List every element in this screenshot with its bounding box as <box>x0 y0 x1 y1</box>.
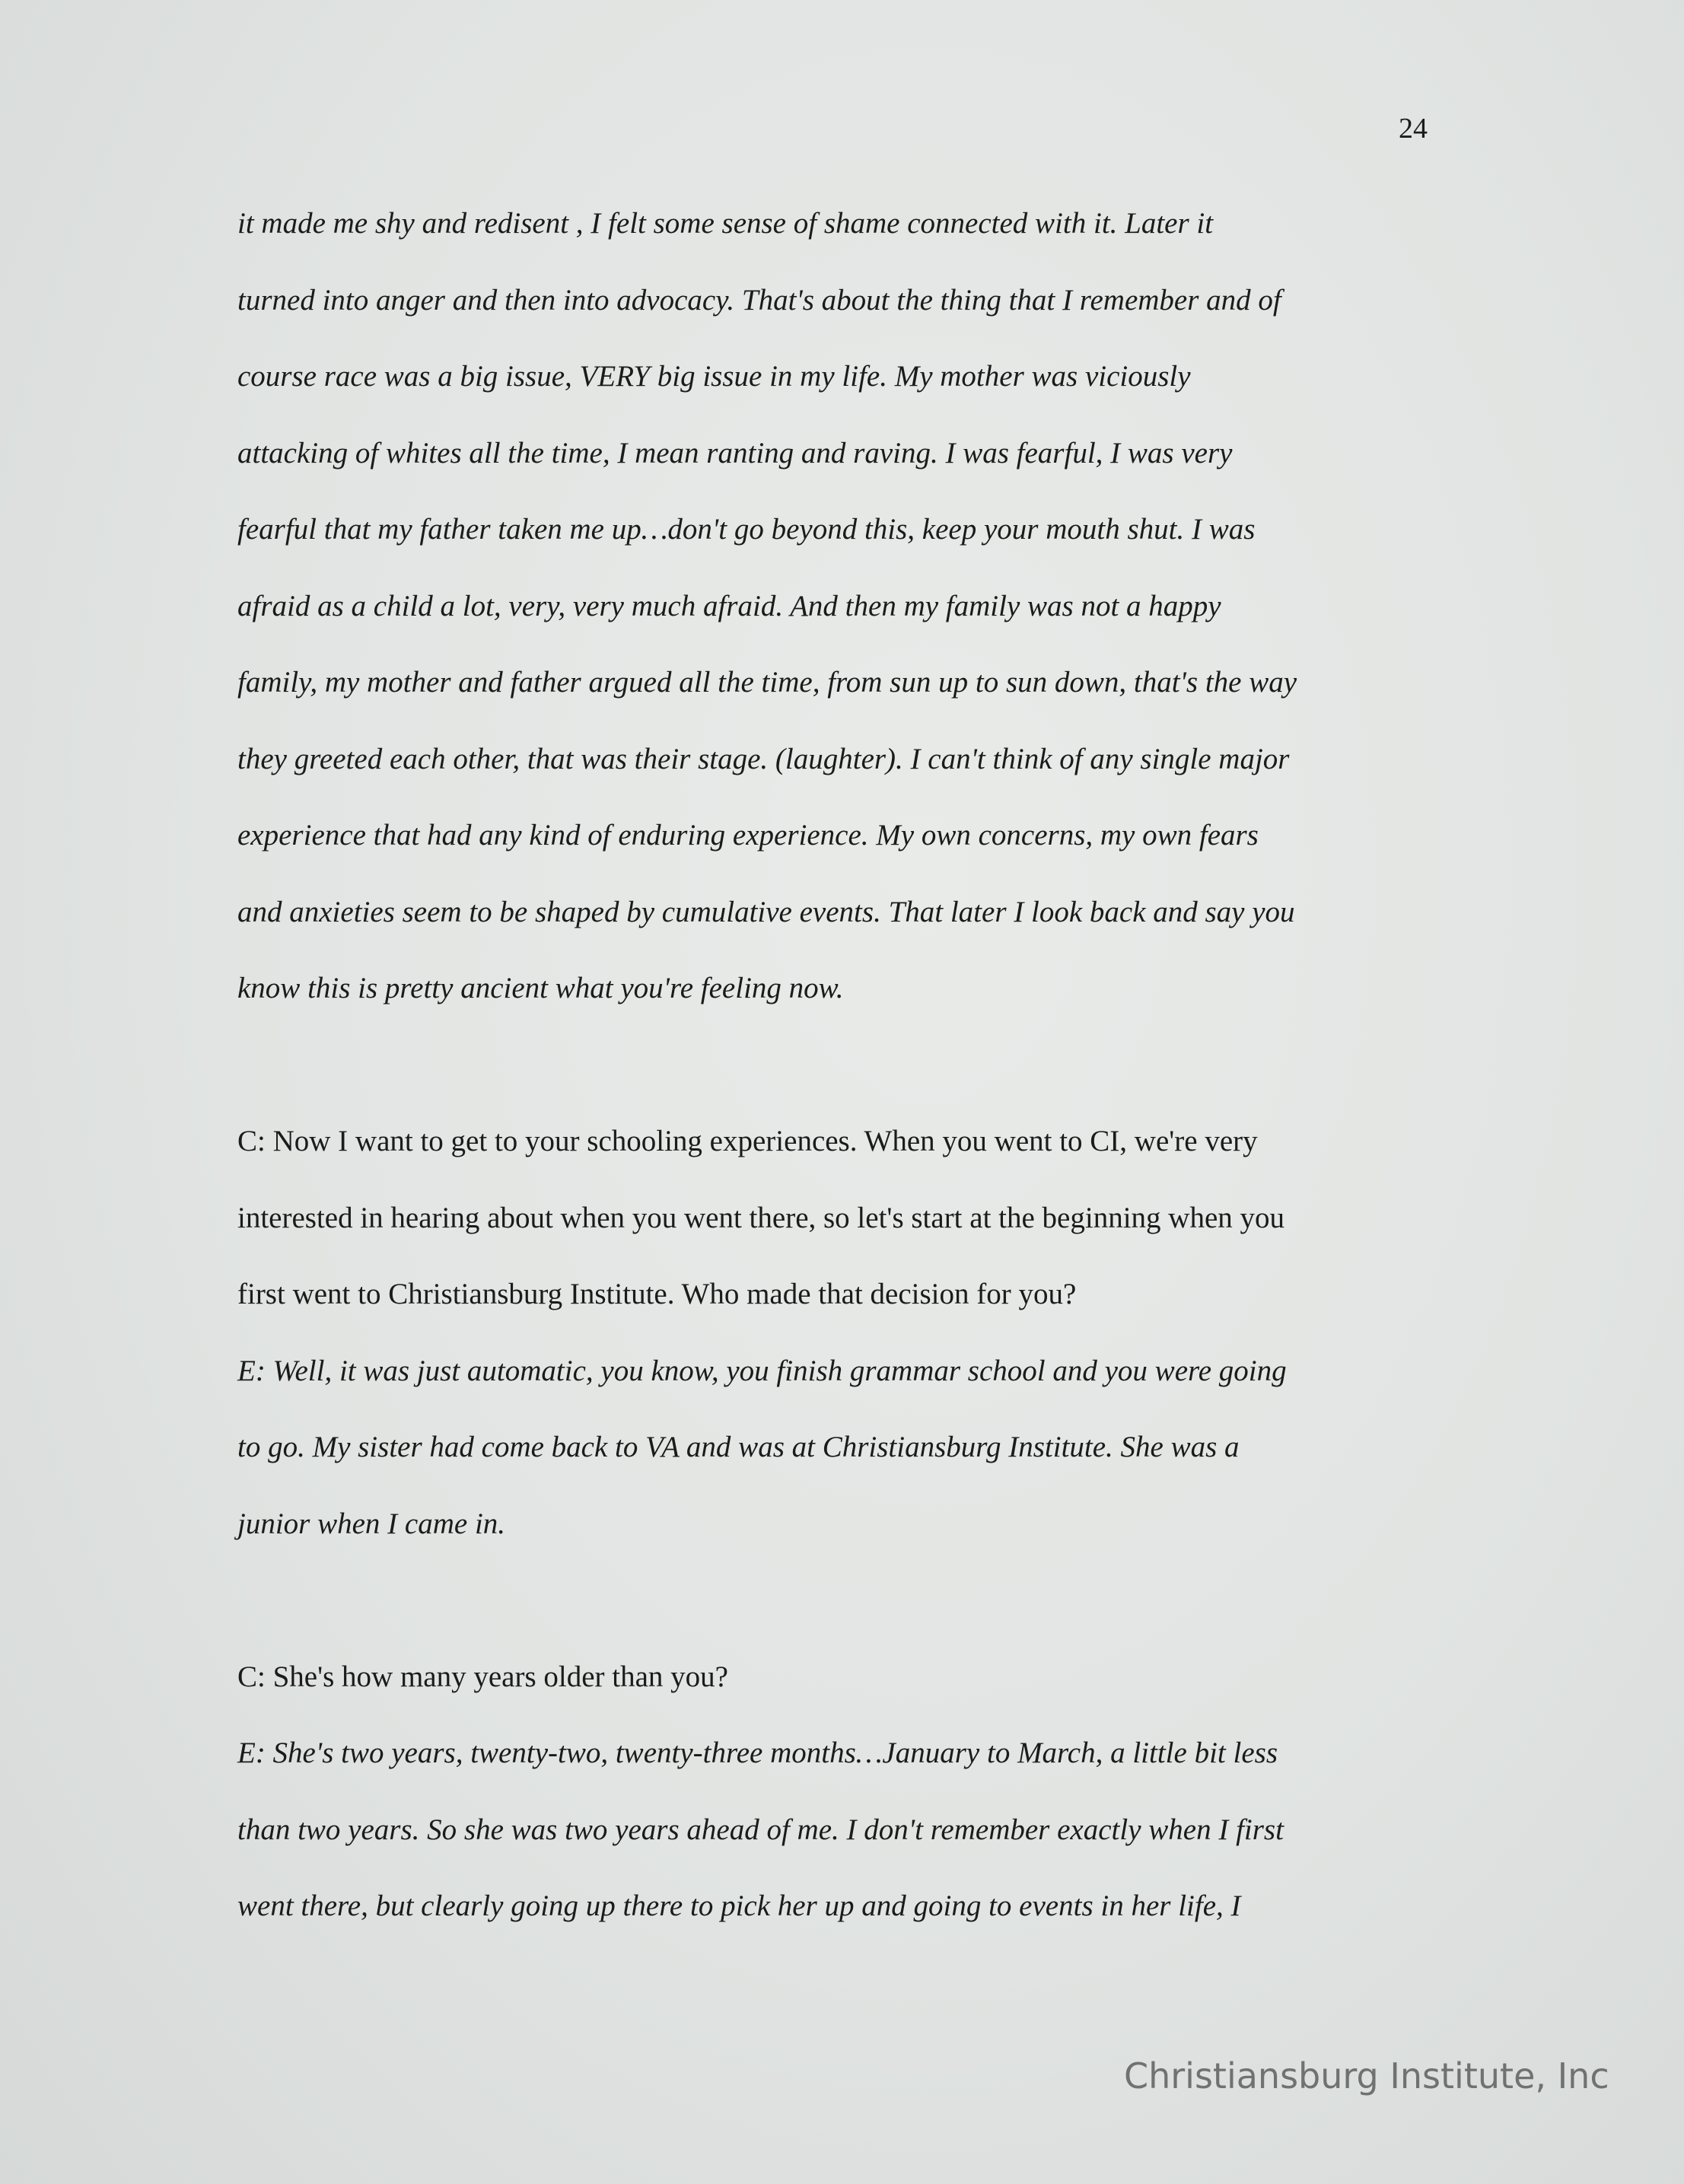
text-line: course race was a big issue, VERY big issue in my life. My mother was viciously <box>237 360 1191 393</box>
text-line: interested in hearing about when you went there, so let's start at the beginning when you <box>237 1201 1285 1234</box>
text-line: went there, but clearly going up there to pick her up and going to events in her life, I <box>237 1890 1241 1922</box>
text-line: C: Now I want to get to your schooling experiences. When you went to CI, we're very <box>237 1125 1258 1157</box>
text-line: afraid as a child a lot, very, very much afraid. And then my family was not a happy <box>237 589 1221 622</box>
transcript-body <box>237 205 1447 1965</box>
text-line: experience that had any kind of enduring experience. My own concerns, my own fears <box>237 819 1259 852</box>
text-line: fearful that my father taken me up…don't go beyond this, keep your mouth shut. I was <box>237 513 1256 546</box>
paragraph-spacer <box>237 1047 1447 1124</box>
text-line: C: She's how many years older than you? <box>237 1660 728 1693</box>
text-line: E: Well, it was just automatic, you know, you finish grammar school and you were going <box>237 1354 1287 1387</box>
paragraph-c-question <box>237 1123 1447 1353</box>
text-line: junior when I came in. <box>237 1507 506 1540</box>
text-line: attacking of whites all the time, I mean ranting and raving. I was fearful, I was very <box>237 436 1233 470</box>
text-line: know this is pretty ancient what you're feeling now. <box>237 972 844 1004</box>
text-line: first went to Christiansburg Institute. Who made that decision for you? <box>237 1278 1077 1310</box>
text-line: family, my mother and father argued all the time, from sun up to sun down, that's the way <box>237 666 1297 699</box>
paragraph-spacer <box>237 1582 1447 1659</box>
text-line: than two years. So she was two years ahead of me. I don't remember exactly when I first <box>237 1813 1284 1846</box>
text-line: E: She's two years, twenty-two, twenty-three months…January to March, a little bit less <box>237 1737 1278 1769</box>
text-line: they greeted each other, that was their stage. (laughter). I can't think of any single major <box>237 742 1290 775</box>
paragraph-e-response <box>237 1353 1447 1583</box>
paragraph-c-question <box>237 1659 1447 1736</box>
text-line: turned into anger and then into advocacy. That's about the thing that I remember and of <box>237 283 1281 317</box>
text-line: to go. My sister had come back to VA and was at Christiansburg Institute. She was a <box>237 1431 1240 1463</box>
paragraph-e-response <box>237 1735 1447 1965</box>
text-line: it made me shy and redisent , I felt some sense of shame connected with it. Later it <box>237 207 1214 240</box>
page-number: 24 <box>1399 113 1428 145</box>
watermark: Christiansburg Institute, Inc <box>1124 2055 1609 2096</box>
paragraph-e-response <box>237 205 1447 1047</box>
text-line: and anxieties seem to be shaped by cumulative events. That later I look back and say you <box>237 895 1295 928</box>
